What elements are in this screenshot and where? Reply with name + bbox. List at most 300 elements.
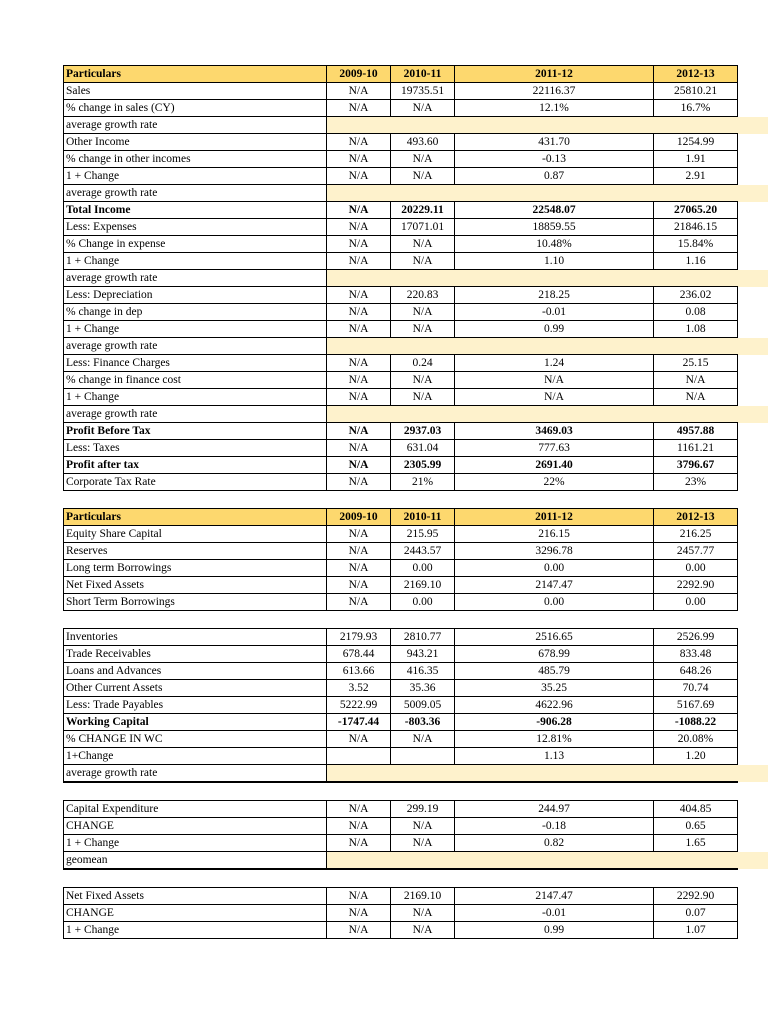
table-row (64, 594, 768, 611)
section-gap (63, 870, 768, 887)
empty-cell (738, 168, 768, 185)
section-gap (63, 491, 768, 508)
value-cell[interactable]: N/A (327, 389, 391, 406)
value-cell[interactable]: 631.04 (391, 440, 455, 457)
value-cell[interactable]: 3796.67 (654, 457, 738, 474)
value-cell[interactable]: N/A (327, 202, 391, 219)
empty-cell (738, 663, 768, 680)
value-cell[interactable]: 27065.20 (654, 202, 738, 219)
row-label[interactable]: average growth rate (64, 338, 327, 355)
financial-table-1 (63, 65, 768, 491)
value-cell[interactable]: 0.00 (654, 594, 738, 611)
value-cell[interactable]: N/A (654, 389, 738, 406)
value-cell[interactable]: 17071.01 (391, 219, 455, 236)
table-row (64, 818, 768, 835)
value-cell[interactable]: N/A (327, 594, 391, 611)
value-cell[interactable]: -0.18 (455, 818, 654, 835)
empty-cell (738, 236, 768, 253)
growth-rate-row (64, 270, 768, 287)
header-particulars[interactable]: Particulars (64, 509, 327, 526)
growth-rate-cell[interactable] (327, 406, 738, 423)
row-label[interactable]: % change in other incomes (64, 151, 327, 168)
value-cell[interactable]: N/A (654, 372, 738, 389)
value-cell[interactable]: N/A (327, 731, 391, 748)
value-cell[interactable]: 2292.90 (654, 888, 738, 905)
header-particulars[interactable]: Particulars (64, 66, 327, 83)
value-cell[interactable]: 5222.99 (327, 697, 391, 714)
section-gap (63, 783, 768, 800)
table-row (64, 372, 768, 389)
header-year[interactable]: 2010-11 (391, 66, 455, 83)
table-row (64, 731, 768, 748)
empty-cell (738, 748, 768, 765)
value-cell[interactable]: N/A (391, 389, 455, 406)
empty-cell (738, 697, 768, 714)
value-cell[interactable]: N/A (327, 304, 391, 321)
value-cell[interactable]: N/A (327, 543, 391, 560)
value-cell[interactable]: 15.84% (654, 236, 738, 253)
value-cell[interactable]: 22116.37 (455, 83, 654, 100)
value-cell[interactable]: N/A (327, 372, 391, 389)
value-cell[interactable]: 2516.65 (455, 629, 654, 646)
table-row (64, 577, 768, 594)
value-cell[interactable]: 0.65 (654, 818, 738, 835)
value-cell[interactable]: 12.81% (455, 731, 654, 748)
row-label[interactable]: Total Income (64, 202, 327, 219)
value-cell[interactable]: 3469.03 (455, 423, 654, 440)
empty-cell (738, 646, 768, 663)
table-row (64, 680, 768, 697)
value-cell[interactable]: N/A (391, 818, 455, 835)
table-row (64, 526, 768, 543)
value-cell[interactable]: 18859.55 (455, 219, 654, 236)
row-label[interactable]: Net Fixed Assets (64, 577, 327, 594)
growth-rate-overflow (738, 406, 768, 423)
empty-cell (738, 509, 768, 526)
value-cell[interactable]: N/A (327, 168, 391, 185)
value-cell[interactable]: 0.00 (391, 594, 455, 611)
empty-cell (738, 543, 768, 560)
value-cell[interactable]: 943.21 (391, 646, 455, 663)
row-label[interactable]: geomean (64, 852, 327, 870)
empty-cell (738, 457, 768, 474)
table-row (64, 457, 768, 474)
value-cell[interactable]: N/A (391, 236, 455, 253)
header-year[interactable]: 2011-12 (455, 66, 654, 83)
value-cell[interactable]: -1088.22 (654, 714, 738, 731)
value-cell[interactable]: 0.99 (455, 321, 654, 338)
empty-cell (738, 321, 768, 338)
value-cell[interactable]: N/A (391, 168, 455, 185)
value-cell[interactable]: N/A (455, 389, 654, 406)
value-cell[interactable]: 25810.21 (654, 83, 738, 100)
row-label[interactable]: average growth rate (64, 270, 327, 287)
value-cell[interactable]: 215.95 (391, 526, 455, 543)
value-cell[interactable]: N/A (391, 372, 455, 389)
financial-table-5 (63, 887, 768, 939)
growth-rate-cell[interactable] (327, 270, 738, 287)
value-cell[interactable]: 10.48% (455, 236, 654, 253)
value-cell[interactable]: N/A (327, 253, 391, 270)
value-cell[interactable]: 485.79 (455, 663, 654, 680)
table-row (64, 714, 768, 731)
growth-rate-cell[interactable] (327, 765, 738, 783)
value-cell[interactable]: N/A (327, 888, 391, 905)
value-cell[interactable]: 1.08 (654, 321, 738, 338)
value-cell[interactable]: 1.65 (654, 835, 738, 852)
row-label[interactable]: Capital Expenditure (64, 801, 327, 818)
table-row (64, 202, 768, 219)
growth-rate-row (64, 185, 768, 202)
value-cell[interactable]: N/A (391, 321, 455, 338)
row-label[interactable]: 1 + Change (64, 321, 327, 338)
row-label[interactable]: % CHANGE IN WC (64, 731, 327, 748)
value-cell[interactable]: 1254.99 (654, 134, 738, 151)
header-row (64, 66, 768, 83)
value-cell[interactable]: 16.7% (654, 100, 738, 117)
value-cell[interactable]: N/A (327, 457, 391, 474)
empty-cell (738, 629, 768, 646)
value-cell[interactable]: N/A (327, 83, 391, 100)
value-cell[interactable]: 678.44 (327, 646, 391, 663)
row-label[interactable]: Less: Taxes (64, 440, 327, 457)
table-row (64, 389, 768, 406)
value-cell[interactable]: N/A (327, 219, 391, 236)
value-cell[interactable]: N/A (327, 922, 391, 939)
empty-cell (738, 355, 768, 372)
table-row (64, 663, 768, 680)
row-label[interactable]: Reserves (64, 543, 327, 560)
growth-rate-cell[interactable] (327, 117, 738, 134)
value-cell[interactable]: 21846.15 (654, 219, 738, 236)
value-cell[interactable]: N/A (327, 355, 391, 372)
table-row (64, 219, 768, 236)
table-row (64, 253, 768, 270)
table-row (64, 629, 768, 646)
table-row (64, 748, 768, 765)
table-row (64, 134, 768, 151)
value-cell[interactable]: 613.66 (327, 663, 391, 680)
row-label[interactable]: 1+Change (64, 748, 327, 765)
table-row (64, 801, 768, 818)
value-cell[interactable]: 0.82 (455, 835, 654, 852)
row-label[interactable]: Less: Finance Charges (64, 355, 327, 372)
empty-cell (738, 66, 768, 83)
value-cell[interactable]: 0.08 (654, 304, 738, 321)
value-cell[interactable]: 299.19 (391, 801, 455, 818)
table-row (64, 423, 768, 440)
value-cell[interactable]: N/A (327, 100, 391, 117)
row-label[interactable]: 1 + Change (64, 168, 327, 185)
row-label[interactable]: 1 + Change (64, 835, 327, 852)
value-cell[interactable]: 777.63 (455, 440, 654, 457)
row-label[interactable]: Inventories (64, 629, 327, 646)
value-cell[interactable]: 218.25 (455, 287, 654, 304)
value-cell[interactable]: N/A (391, 835, 455, 852)
row-label[interactable]: 1 + Change (64, 389, 327, 406)
value-cell[interactable]: -1747.44 (327, 714, 391, 731)
value-cell[interactable]: 416.35 (391, 663, 455, 680)
value-cell[interactable]: 23% (654, 474, 738, 491)
value-cell[interactable]: 1161.21 (654, 440, 738, 457)
value-cell[interactable]: 2305.99 (391, 457, 455, 474)
value-cell[interactable]: 2292.90 (654, 577, 738, 594)
value-cell[interactable]: 431.70 (455, 134, 654, 151)
value-cell[interactable]: 2.91 (654, 168, 738, 185)
row-label[interactable]: Trade Receivables (64, 646, 327, 663)
value-cell[interactable]: N/A (327, 287, 391, 304)
value-cell[interactable]: 220.83 (391, 287, 455, 304)
financial-table-4 (63, 800, 768, 870)
value-cell[interactable]: 0.07 (654, 905, 738, 922)
value-cell[interactable]: 216.25 (654, 526, 738, 543)
row-label[interactable]: Other Current Assets (64, 680, 327, 697)
row-label[interactable]: CHANGE (64, 818, 327, 835)
row-label[interactable]: % change in finance cost (64, 372, 327, 389)
value-cell[interactable]: 2457.77 (654, 543, 738, 560)
empty-cell (738, 134, 768, 151)
empty-cell (738, 304, 768, 321)
value-cell[interactable]: N/A (391, 905, 455, 922)
value-cell[interactable]: 22548.07 (455, 202, 654, 219)
table-row (64, 922, 768, 939)
value-cell[interactable]: N/A (455, 372, 654, 389)
empty-cell (738, 731, 768, 748)
value-cell[interactable]: 2810.77 (391, 629, 455, 646)
empty-cell (738, 680, 768, 697)
row-label[interactable]: Sales (64, 83, 327, 100)
empty-cell (738, 577, 768, 594)
empty-cell (738, 253, 768, 270)
value-cell[interactable]: N/A (327, 801, 391, 818)
table-row (64, 835, 768, 852)
row-label[interactable]: Short Term Borrowings (64, 594, 327, 611)
row-label[interactable]: Equity Share Capital (64, 526, 327, 543)
financial-table-2 (63, 508, 768, 611)
value-cell[interactable]: 2169.10 (391, 577, 455, 594)
row-label[interactable]: average growth rate (64, 185, 327, 202)
empty-cell (738, 560, 768, 577)
row-label[interactable]: CHANGE (64, 905, 327, 922)
empty-cell (738, 219, 768, 236)
value-cell[interactable]: N/A (327, 905, 391, 922)
value-cell[interactable]: -803.36 (391, 714, 455, 731)
empty-cell (738, 818, 768, 835)
value-cell[interactable]: N/A (391, 922, 455, 939)
value-cell[interactable]: 2443.57 (391, 543, 455, 560)
value-cell[interactable]: 3.52 (327, 680, 391, 697)
growth-rate-row (64, 852, 768, 870)
value-cell[interactable]: N/A (327, 526, 391, 543)
growth-rate-cell[interactable] (327, 338, 738, 355)
table-row (64, 151, 768, 168)
row-label[interactable]: % Change in expense (64, 236, 327, 253)
row-label[interactable]: Profit Before Tax (64, 423, 327, 440)
value-cell[interactable]: -906.28 (455, 714, 654, 731)
table-row (64, 905, 768, 922)
value-cell[interactable]: 21% (391, 474, 455, 491)
table-row (64, 168, 768, 185)
growth-rate-row (64, 338, 768, 355)
value-cell[interactable]: 1.10 (455, 253, 654, 270)
empty-cell (738, 835, 768, 852)
value-cell[interactable]: N/A (327, 818, 391, 835)
row-label[interactable]: Net Fixed Assets (64, 888, 327, 905)
growth-rate-overflow (738, 765, 768, 783)
empty-cell (738, 922, 768, 939)
value-cell[interactable]: 833.48 (654, 646, 738, 663)
row-label[interactable]: 1 + Change (64, 922, 327, 939)
row-label[interactable]: average growth rate (64, 117, 327, 134)
row-label[interactable]: Long term Borrowings (64, 560, 327, 577)
growth-rate-overflow (738, 270, 768, 287)
value-cell[interactable]: 2937.03 (391, 423, 455, 440)
value-cell[interactable]: N/A (327, 151, 391, 168)
row-label[interactable]: Less: Expenses (64, 219, 327, 236)
value-cell[interactable]: 1.24 (455, 355, 654, 372)
value-cell[interactable]: 0.00 (455, 594, 654, 611)
row-label[interactable]: average growth rate (64, 406, 327, 423)
value-cell[interactable]: 216.15 (455, 526, 654, 543)
row-label[interactable]: Profit after tax (64, 457, 327, 474)
table-row (64, 474, 768, 491)
row-label[interactable]: Working Capital (64, 714, 327, 731)
empty-cell (738, 83, 768, 100)
value-cell[interactable]: 648.26 (654, 663, 738, 680)
value-cell[interactable]: 1.91 (654, 151, 738, 168)
value-cell[interactable]: 493.60 (391, 134, 455, 151)
value-cell[interactable]: 2147.47 (455, 888, 654, 905)
row-label[interactable]: 1 + Change (64, 253, 327, 270)
table-row (64, 560, 768, 577)
value-cell[interactable]: 1.20 (654, 748, 738, 765)
header-year[interactable]: 2009-10 (327, 509, 391, 526)
value-cell[interactable]: N/A (391, 304, 455, 321)
header-year[interactable]: 2011-12 (455, 509, 654, 526)
empty-cell (738, 202, 768, 219)
value-cell[interactable]: -0.01 (455, 304, 654, 321)
header-row (64, 509, 768, 526)
value-cell[interactable]: 35.36 (391, 680, 455, 697)
growth-rate-row (64, 117, 768, 134)
value-cell[interactable]: 2526.99 (654, 629, 738, 646)
row-label[interactable]: average growth rate (64, 765, 327, 783)
table-row (64, 236, 768, 253)
value-cell[interactable]: 2169.10 (391, 888, 455, 905)
header-year[interactable]: 2010-11 (391, 509, 455, 526)
value-cell[interactable]: 244.97 (455, 801, 654, 818)
value-cell[interactable]: 678.99 (455, 646, 654, 663)
value-cell[interactable]: N/A (327, 560, 391, 577)
value-cell[interactable]: N/A (327, 134, 391, 151)
value-cell[interactable]: 0.00 (654, 560, 738, 577)
financial-table-3 (63, 628, 768, 783)
table-row (64, 440, 768, 457)
value-cell[interactable]: 19735.51 (391, 83, 455, 100)
header-year[interactable]: 2012-13 (654, 509, 738, 526)
value-cell[interactable]: N/A (391, 731, 455, 748)
value-cell[interactable]: N/A (327, 835, 391, 852)
value-cell[interactable]: N/A (327, 423, 391, 440)
value-cell[interactable]: 2147.47 (455, 577, 654, 594)
value-cell[interactable]: N/A (391, 151, 455, 168)
value-cell[interactable]: 5009.05 (391, 697, 455, 714)
value-cell[interactable]: N/A (327, 236, 391, 253)
growth-rate-overflow (738, 117, 768, 134)
value-cell[interactable]: 3296.78 (455, 543, 654, 560)
spreadsheet (63, 65, 768, 939)
value-cell[interactable]: 12.1% (455, 100, 654, 117)
value-cell[interactable]: 0.99 (455, 922, 654, 939)
value-cell[interactable]: 0.00 (455, 560, 654, 577)
value-cell[interactable]: 2179.93 (327, 629, 391, 646)
table-row (64, 321, 768, 338)
value-cell[interactable]: 70.74 (654, 680, 738, 697)
value-cell[interactable]: N/A (391, 100, 455, 117)
table-row (64, 646, 768, 663)
growth-rate-cell[interactable] (327, 852, 738, 870)
value-cell[interactable]: -0.13 (455, 151, 654, 168)
header-year[interactable]: 2012-13 (654, 66, 738, 83)
value-cell[interactable]: N/A (391, 253, 455, 270)
value-cell[interactable]: N/A (327, 577, 391, 594)
value-cell[interactable]: 2691.40 (455, 457, 654, 474)
value-cell[interactable]: 25.15 (654, 355, 738, 372)
row-label[interactable]: Corporate Tax Rate (64, 474, 327, 491)
value-cell[interactable]: 22% (455, 474, 654, 491)
growth-rate-overflow (738, 852, 768, 870)
value-cell[interactable]: 4622.96 (455, 697, 654, 714)
row-label[interactable]: % change in dep (64, 304, 327, 321)
table-row (64, 287, 768, 304)
value-cell[interactable]: 236.02 (654, 287, 738, 304)
value-cell[interactable]: 0.00 (391, 560, 455, 577)
row-label[interactable]: Less: Trade Payables (64, 697, 327, 714)
header-year[interactable]: 2009-10 (327, 66, 391, 83)
value-cell[interactable]: 35.25 (455, 680, 654, 697)
row-label[interactable]: Less: Depreciation (64, 287, 327, 304)
row-label[interactable]: Other Income (64, 134, 327, 151)
value-cell[interactable]: 1.07 (654, 922, 738, 939)
value-cell[interactable]: 20.08% (654, 731, 738, 748)
value-cell[interactable] (391, 748, 455, 765)
value-cell[interactable]: 4957.88 (654, 423, 738, 440)
empty-cell (738, 151, 768, 168)
value-cell[interactable]: 1.13 (455, 748, 654, 765)
empty-cell (738, 801, 768, 818)
row-label[interactable]: % change in sales (CY) (64, 100, 327, 117)
value-cell[interactable]: 5167.69 (654, 697, 738, 714)
table-row (64, 697, 768, 714)
empty-cell (738, 594, 768, 611)
value-cell[interactable]: 20229.11 (391, 202, 455, 219)
value-cell[interactable]: -0.01 (455, 905, 654, 922)
empty-cell (738, 440, 768, 457)
value-cell[interactable]: N/A (327, 474, 391, 491)
value-cell[interactable]: N/A (327, 321, 391, 338)
value-cell[interactable]: N/A (327, 440, 391, 457)
value-cell[interactable]: 404.85 (654, 801, 738, 818)
table-row (64, 304, 768, 321)
value-cell[interactable]: 0.87 (455, 168, 654, 185)
empty-cell (738, 287, 768, 304)
value-cell[interactable]: 0.24 (391, 355, 455, 372)
row-label[interactable]: Loans and Advances (64, 663, 327, 680)
growth-rate-cell[interactable] (327, 185, 738, 202)
growth-rate-row (64, 406, 768, 423)
value-cell[interactable]: 1.16 (654, 253, 738, 270)
value-cell[interactable] (327, 748, 391, 765)
